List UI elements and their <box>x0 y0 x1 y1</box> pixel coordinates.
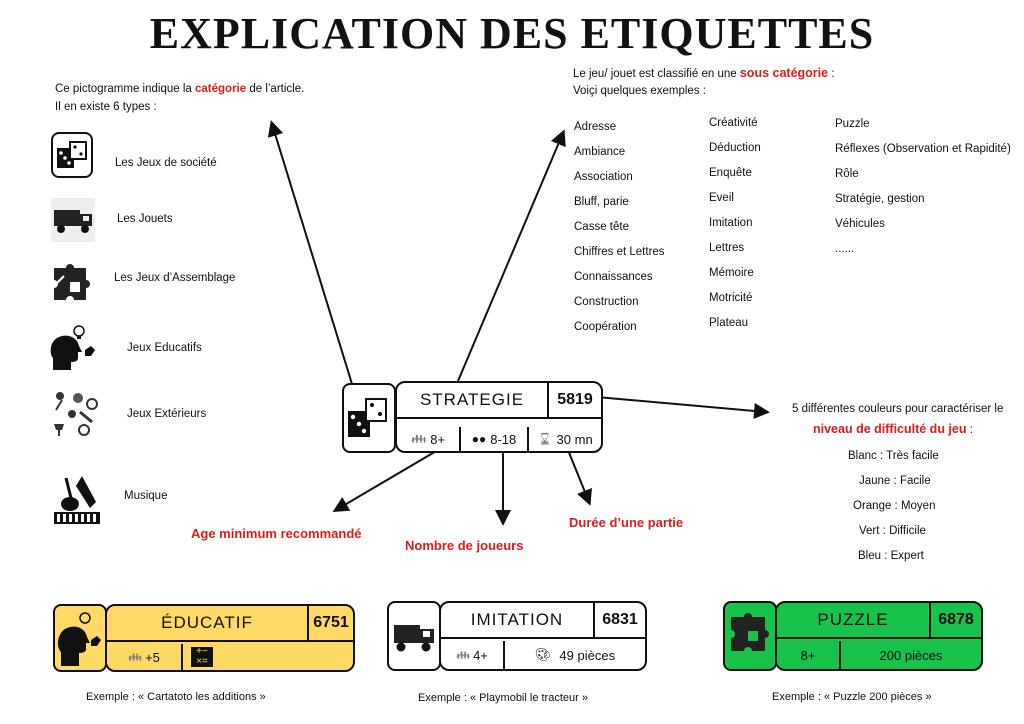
category-intro: Ce pictogramme indique la catégorie de l’article. <box>55 83 305 95</box>
example-1-caption: Exemple : « Cartatoto les additions » <box>86 691 266 703</box>
center-label-age: 8+ <box>430 431 446 447</box>
center-label-pictogram <box>342 383 396 453</box>
annotation-age: Age minimum recommandé <box>191 526 362 541</box>
example-1-extra-cell <box>183 644 355 670</box>
category-label-6: Musique <box>124 490 168 502</box>
example-3-age: 8+ <box>800 647 816 663</box>
category-label-3: Les Jeux d’Assemblage <box>114 272 236 284</box>
annotation-players: Nombre de joueurs <box>405 538 524 553</box>
page-title: EXPLICATION DES ETIQUETTES <box>149 9 875 58</box>
dice-icon <box>344 385 394 451</box>
example-2-body <box>439 601 647 671</box>
list-item: Lettres <box>709 242 745 254</box>
difficulty-level-2: Jaune : Facile <box>859 475 931 487</box>
difficulty-intro: 5 différentes couleurs pour caractériser le <box>792 403 1004 415</box>
example-1-name: ÉDUCATIF <box>107 606 309 642</box>
subcategory-examples-intro: Voiçi quelques exemples : <box>573 85 706 97</box>
example-2-age-cell <box>441 641 505 669</box>
example-3-pieces-cell <box>841 641 981 669</box>
list-item: Connaissances <box>574 271 653 283</box>
list-item: Motricité <box>709 292 753 304</box>
example-2-caption: Exemple : « Playmobil le tracteur » <box>418 692 588 704</box>
list-item: Chiffres et Lettres <box>574 246 665 258</box>
list-item: Adresse <box>574 121 617 133</box>
family-icon: 👪︎ <box>410 432 427 446</box>
list-item: Ambiance <box>574 146 626 158</box>
list-item: ...... <box>835 243 855 255</box>
truck-icon <box>389 603 439 669</box>
family-icon: 👪︎ <box>128 651 143 664</box>
list-item: Puzzle <box>835 118 870 130</box>
example-3-pieces: 200 pièces <box>879 647 943 663</box>
example-1-number: 6751 <box>309 606 353 642</box>
list-item: Rôle <box>835 168 859 180</box>
list-item: Association <box>574 171 633 183</box>
example-1-pictogram <box>53 604 107 672</box>
list-item: Casse tête <box>574 221 629 233</box>
example-1-age: +5 <box>145 649 160 665</box>
arrow-duration <box>568 450 589 502</box>
hourglass-icon: ⌛ <box>537 432 553 446</box>
center-label-name: STRATEGIE <box>397 383 549 419</box>
list-item: Créativité <box>709 117 758 129</box>
difficulty-level-1: Blanc : Très facile <box>848 450 939 462</box>
center-label-duration-cell <box>529 427 601 451</box>
list-item: Construction <box>574 296 639 308</box>
palette-icon: 🎨︎ <box>534 647 552 662</box>
list-item: Véhicules <box>835 218 885 230</box>
arrow-category <box>272 124 352 384</box>
example-2-pictogram <box>387 601 441 671</box>
example-2-name: IMITATION <box>441 603 595 639</box>
example-3-pictogram <box>723 601 777 671</box>
players-icon: ●● <box>471 432 487 446</box>
subcategory-intro: Le jeu/ jouet est classifié en une sous catégorie : <box>573 66 835 80</box>
example-3-body <box>775 601 983 671</box>
difficulty-level-3: Orange : Moyen <box>853 500 936 512</box>
center-label-duration: 30 mn <box>556 431 593 447</box>
puzzle-icon <box>725 603 775 669</box>
annotation-duration: Durée d’une partie <box>569 515 684 530</box>
category-label-5: Jeux Extérieurs <box>127 408 207 420</box>
center-label-players-cell <box>461 427 529 451</box>
list-item: Mémoire <box>709 267 754 279</box>
list-item: Réflexes (Observation et Rapidité) <box>835 143 1011 155</box>
category-keyword: catégorie <box>195 83 247 95</box>
category-label-2: Les Jouets <box>117 213 173 225</box>
arrow-age <box>336 450 438 510</box>
difficulty-level-5: Bleu : Expert <box>858 550 924 562</box>
head-lightbulb-icon <box>55 606 105 670</box>
example-2-pieces-cell <box>505 641 645 669</box>
category-count: Il en existe 6 types : <box>55 101 157 113</box>
subcategory-keyword: sous catégorie <box>739 66 829 80</box>
example-3-number: 6878 <box>931 603 981 639</box>
arrow-subcategory <box>458 133 563 381</box>
example-3-caption: Exemple : « Puzzle 200 pièces » <box>772 691 932 703</box>
center-label-body <box>395 381 603 453</box>
center-label-players: 8-18 <box>490 431 517 447</box>
example-3-name: PUZZLE <box>777 603 931 639</box>
list-item: Stratégie, gestion <box>835 193 925 205</box>
calculator-icon: +− ×= <box>191 647 213 667</box>
family-icon: 👪︎ <box>456 649 471 662</box>
list-item: Plateau <box>709 317 749 329</box>
center-label-age-cell <box>397 427 461 451</box>
example-2-pieces: 49 pièces <box>559 647 616 663</box>
list-item: Imitation <box>709 217 753 229</box>
example-1-age-cell <box>107 644 183 670</box>
list-item: Déduction <box>709 142 761 154</box>
difficulty-keyword-line: niveau de difficulté du jeu : <box>813 422 973 436</box>
difficulty-level-4: Vert : Difficile <box>859 525 926 537</box>
center-label-number: 5819 <box>549 383 601 419</box>
example-2-number: 6831 <box>595 603 645 639</box>
list-item: Bluff, parie <box>574 196 629 208</box>
list-item: Coopération <box>574 321 637 333</box>
list-item: Enquête <box>709 167 752 179</box>
example-1-body <box>105 604 355 672</box>
category-label-1: Les Jeux de société <box>115 157 217 169</box>
list-item: Eveil <box>709 192 734 204</box>
example-3-age-cell <box>777 641 841 669</box>
category-label-4: Jeux Educatifs <box>127 342 202 354</box>
example-2-age: 4+ <box>473 647 488 663</box>
